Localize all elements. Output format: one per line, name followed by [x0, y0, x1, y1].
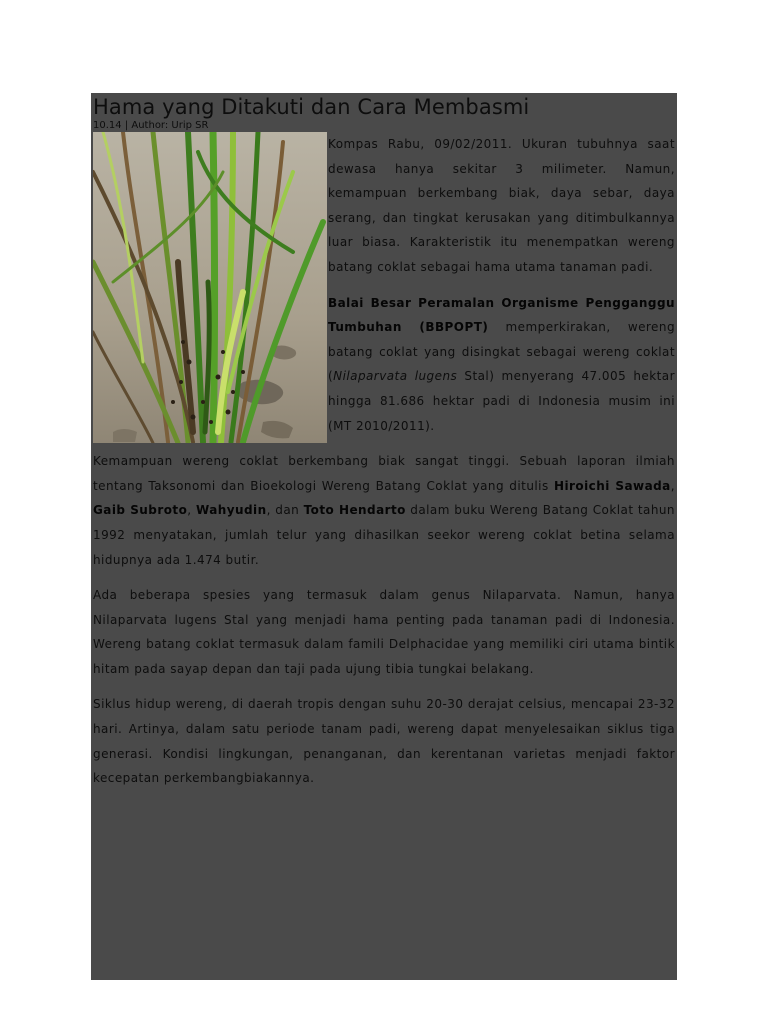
paragraph-bbpopt-text-a: memperkirakan, wereng batang coklat yang disingkat sebagai wereng coklat (: [328, 320, 676, 384]
species-name: Nilaparvata lugens: [333, 369, 458, 384]
author-name-4: Toto Hendarto: [303, 503, 406, 518]
name-separator-3: , dan: [266, 503, 304, 518]
author-name-3: Wahyudin: [195, 503, 267, 518]
article-meta: [93, 120, 675, 132]
post-author[interactable]: Author: Urip SR: [131, 120, 209, 131]
name-separator-2: ,: [187, 503, 196, 518]
paragraph-lifecycle: Siklus hidup wereng, di daerah tropis dengan suhu 20-30 derajat celsius, mencapai 23-32 hari. Artinya, dalam satu periode tanam padi, wereng dapat menyelesaikan siklus tiga generasi. Kondisi lingkungan, penanganan, dan kerentanan varietas menjadi faktor kecepatan perkembangbiakannya.: [93, 697, 675, 786]
paragraph-reproduction-text-a: Kemampuan wereng coklat berkembang biak sangat tinggi. Sebuah laporan ilmiah tentang Taksonomi dan Bioekologi Wereng Batang Coklat yang ditulis: [93, 454, 675, 493]
author-name-2: Gaib Subroto: [93, 503, 188, 518]
paragraph-bbpopt-text-b: Stal) menyerang 47.005 hektar hingga 81.686 hektar padi di Indonesia musim ini (MT 2010/2011).: [328, 369, 675, 433]
author-name-1: Hiroichi Sawada: [553, 478, 671, 493]
paragraph-intro: Kompas Rabu, 09/02/2011. Ukuran tubuhnya saat dewasa hanya sekitar 3 milimeter. Namun, kemampuan berkembang biak, daya sebar, daya serang, dan tingkat kerusakan yang ditimbulkannya luar biasa. Karakteristik itu menempatkan wereng batang coklat sebagai hama utama tanaman padi.: [328, 137, 675, 274]
paragraph-species: Ada beberapa spesies yang termasuk dalam genus Nilaparvata. Namun, hanya Nilaparvata lugens Stal yang menjadi hama penting pada tanaman padi di Indonesia. Wereng batang coklat termasuk dalam famili Delphacidae yang memiliki ciri utama bintik hitam pada sayap depan dan taji pada ujung tibia tungkai belakang.: [93, 588, 675, 676]
meta-separator: |: [121, 120, 132, 131]
article-title: Hama yang Ditakuti dan Cara Membasmi: [93, 95, 530, 119]
rice-plant-photo[interactable]: [93, 132, 327, 443]
paragraph-reproduction: [93, 449, 675, 572]
article-body: [93, 132, 675, 791]
paragraph-reproduction-text-b: dalam buku Wereng Batang Coklat tahun 1992 menyatakan, jumlah telur yang dihasilkan seekor wereng coklat betina selama hidupnya ada 1.474 butir.: [93, 503, 675, 567]
post-time: 10.14: [93, 120, 122, 131]
name-separator-1: ,: [670, 478, 675, 493]
article-panel: [91, 93, 677, 980]
organization-name: Balai Besar Peramalan Organisme Pengganggu Tumbuhan (BBPOPT): [328, 295, 675, 335]
